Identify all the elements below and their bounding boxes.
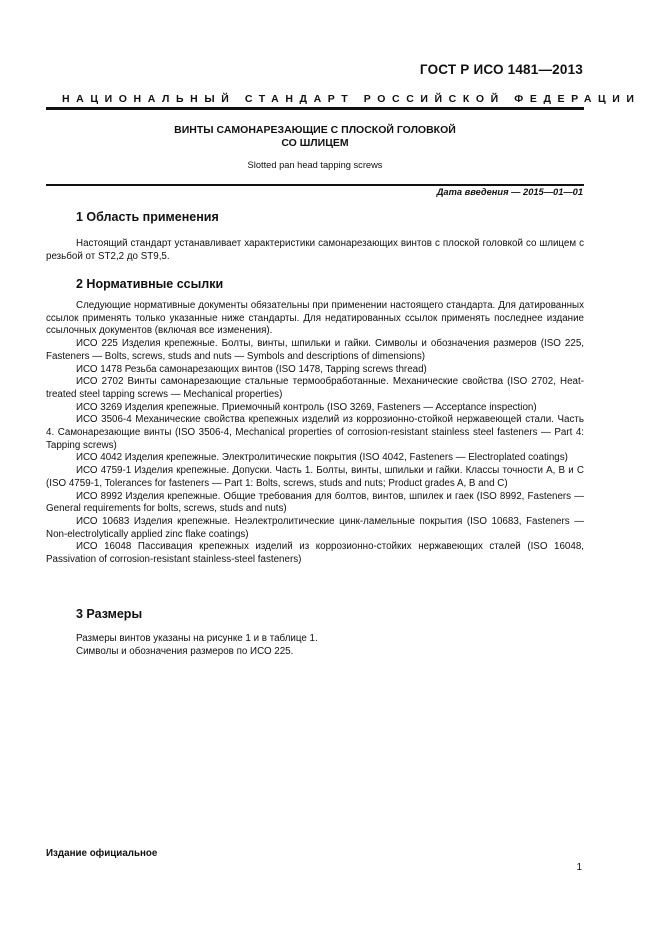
- reference-item: ИСО 10683 Изделия крепежные. Неэлектролитические цинк-ламельные покрытия (ISO 10683, Fasteners — Non-electrolytically applied zinc flake coatings): [46, 515, 584, 540]
- document-code: ГОСТ Р ИСО 1481—2013: [419, 62, 583, 77]
- reference-item: ИСО 16048 Пассивация крепежных изделий из коррозионно-стойких нержавеющих сталей (ISO 16048, Passivation of corrosion-resistant stainless-steel fasteners): [46, 541, 584, 566]
- paragraph: Настоящий стандарт устанавливает характеристики самонарезающих винтов с плоской головкой со шлицем с резьбой от ST2,2 до ST9,5.: [46, 238, 584, 262]
- reference-item: ИСО 2702 Винты самонарезающие стальные термообработанные. Механические свойства (ISO 2702, Heat-treated steel tapping screws — Mechanical properties): [46, 376, 584, 400]
- title-line-1: ВИНТЫ САМОНАРЕЗАЮЩИЕ С ПЛОСКОЙ ГОЛОВКОЙ: [174, 124, 456, 136]
- introduction-date: Дата введения — 2015—01—01: [436, 187, 583, 197]
- title-line-2: СО ШЛИЦЕМ: [281, 137, 349, 149]
- section-3-heading: 3 Размеры: [76, 607, 143, 621]
- header-divider: [46, 107, 584, 110]
- reference-item: ИСО 4042 Изделия крепежные. Электролитические покрытия (ISO 4042, Fasteners — Electroplated coatings): [76, 452, 568, 464]
- reference-item: ИСО 1478 Резьба самонарезающих винтов (ISO 1478, Tapping screws thread): [76, 363, 427, 375]
- reference-item: ИСО 3269 Изделия крепежные. Приемочный контроль (ISO 3269, Fasteners — Acceptance inspection): [76, 401, 537, 413]
- section-2-body: [46, 300, 584, 567]
- section-1-heading: 1 Область применения: [76, 210, 219, 224]
- section-1-body: [46, 238, 584, 263]
- english-title: Slotted pan head tapping screws: [247, 160, 383, 170]
- national-standard-banner: НАЦИОНАЛЬНЫЙ СТАНДАРТ РОССИЙСКОЙ ФЕДЕРАЦИИ: [62, 93, 641, 105]
- official-edition-label: Издание официальное: [46, 848, 158, 859]
- document-title: [46, 124, 584, 150]
- paragraph: Следующие нормативные документы обязательны при применении настоящего стандарта. Для датированных ссылок применять только указанные ниже стандарты. Для недатированных ссылок применять последнее издание ссылочных документов (включая все изменения).: [46, 300, 584, 337]
- section-3-body: [46, 633, 584, 658]
- reference-item: ИСО 4759-1 Изделия крепежные. Допуски. Часть 1. Болты, винты, шпильки и гайки. Классы точности А, В и С (ISO 4759-1, Tolerances for fasteners — Part 1: Bolts, screws, studs and nuts; Product grades A, B and C): [46, 465, 584, 489]
- section-2-heading: 2 Нормативные ссылки: [76, 277, 224, 291]
- page-number: 1: [576, 862, 582, 873]
- reference-item: ИСО 3506-4 Механические свойства крепежных изделий из коррозионно-стойкой нержавеющей стали. Часть 4. Самонарезающие винты (ISO 3506-4, Mechanical properties of corrosion-resistant stainless steel fasteners — Part 4: Tapping screws): [46, 414, 584, 451]
- paragraph: Размеры винтов указаны на рисунке 1 и в таблице 1.: [76, 633, 318, 644]
- reference-item: ИСО 225 Изделия крепежные. Болты, винты, шпильки и гайки. Символы и обозначения размеров (ISO 225, Fasteners — Bolts, screws, studs and nuts — Symbols and descriptions of dimensions): [46, 338, 584, 362]
- paragraph: Символы и обозначения размеров по ИСО 225.: [76, 645, 294, 657]
- title-divider: [46, 184, 584, 186]
- reference-item: ИСО 8992 Изделия крепежные. Общие требования для болтов, винтов, шпилек и гаек (ISO 8992, Fasteners — General requirements for bolts, screws, studs and nuts): [46, 490, 584, 515]
